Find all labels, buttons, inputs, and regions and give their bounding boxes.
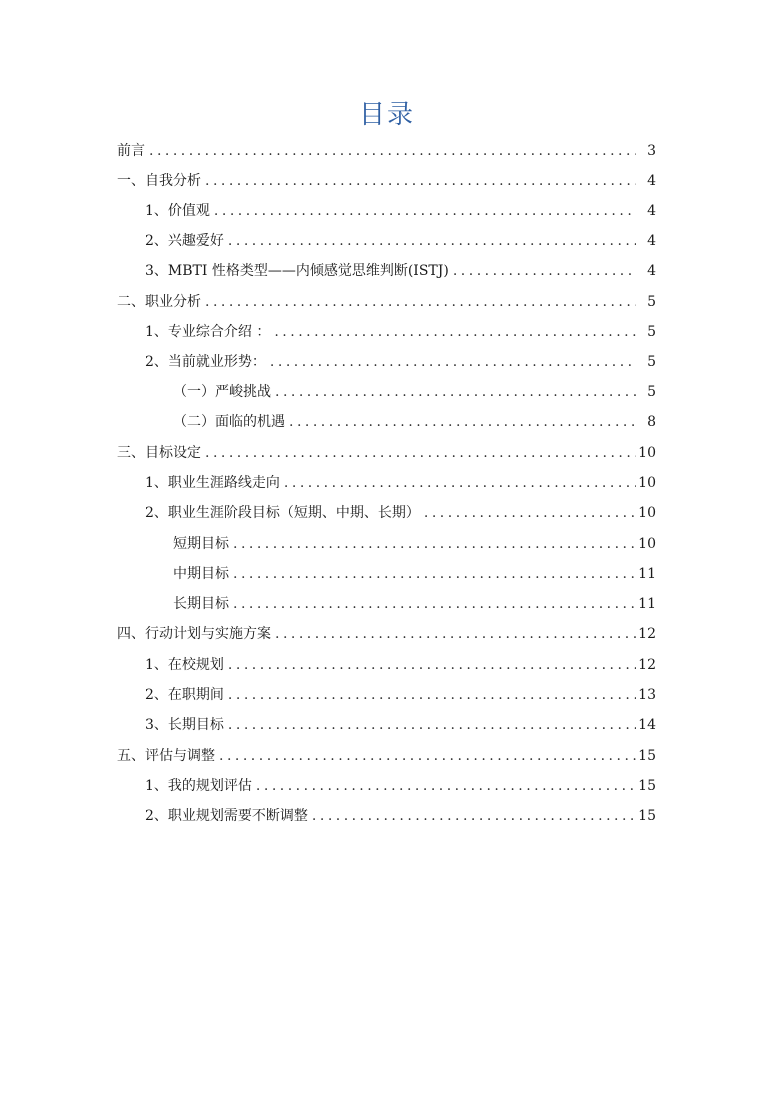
toc-entry-label: 中期目标 <box>173 566 229 582</box>
toc-entry-label: 1、专业综合介绍 ： <box>145 324 271 340</box>
toc-entry-label: 前言 <box>117 143 145 159</box>
toc-leader-dots <box>210 200 636 222</box>
toc-entry[interactable] <box>145 502 656 524</box>
toc-page-number: 15 <box>638 778 656 794</box>
toc-page-number: 11 <box>638 596 656 612</box>
toc-page-number: 12 <box>638 657 656 673</box>
toc-entry-label: （二）面临的机遇 <box>173 414 285 430</box>
toc-page-number: 11 <box>638 566 656 582</box>
toc-entry-label: 1、职业生涯路线走向 <box>145 475 280 491</box>
toc-leader-dots <box>224 684 636 706</box>
toc-entry-label: 长期目标 <box>173 596 229 612</box>
toc-entry[interactable] <box>145 684 656 706</box>
toc-page-number: 4 <box>647 233 656 249</box>
toc-page-number: 5 <box>647 384 656 400</box>
toc-leader-dots <box>215 745 636 767</box>
toc-entry[interactable] <box>173 533 656 555</box>
toc-entry-label: 3、长期目标 <box>145 717 224 733</box>
toc-entry-label: 四、行动计划与实施方案 <box>117 626 271 642</box>
toc-entry[interactable] <box>173 381 656 403</box>
toc-entry[interactable] <box>173 593 656 615</box>
toc-page-number: 3 <box>647 143 656 159</box>
toc-page-number: 15 <box>638 748 656 764</box>
toc-entry-label: 2、当前就业形势： <box>145 354 266 370</box>
toc-entry-label: 1、我的规划评估 <box>145 778 252 794</box>
toc-entry[interactable] <box>145 472 656 494</box>
toc-leader-dots <box>201 291 636 313</box>
toc-leader-dots <box>449 260 636 282</box>
toc-page-number: 10 <box>638 445 656 461</box>
toc-leader-dots <box>420 502 636 524</box>
toc-leader-dots <box>280 472 636 494</box>
toc-leader-dots <box>224 654 636 676</box>
toc-page-number: 4 <box>647 173 656 189</box>
toc-entry[interactable] <box>145 805 656 827</box>
toc-page-number: 5 <box>647 324 656 340</box>
toc-leader-dots <box>270 321 636 343</box>
toc-page-number: 4 <box>647 203 656 219</box>
toc-entry[interactable] <box>145 775 656 797</box>
toc-leader-dots <box>201 442 636 464</box>
toc-leader-dots <box>145 140 636 162</box>
toc-leader-dots <box>229 563 636 585</box>
toc-leader-dots <box>285 411 636 433</box>
toc-entry-label: 2、在职期间 <box>145 687 224 703</box>
toc-leader-dots <box>201 170 636 192</box>
toc-leader-dots <box>252 775 636 797</box>
toc-page-number: 10 <box>638 536 656 552</box>
toc-entry-label: 2、职业规划需要不断调整 <box>145 808 308 824</box>
toc-leader-dots <box>266 351 636 373</box>
toc-leader-dots <box>229 533 636 555</box>
toc-entry[interactable] <box>145 654 656 676</box>
toc-leader-dots <box>224 714 636 736</box>
toc-entry-label: 2、兴趣爱好 <box>145 233 224 249</box>
toc-leader-dots <box>308 805 636 827</box>
toc-title: 目录 <box>358 100 415 130</box>
toc-entry[interactable] <box>117 140 656 162</box>
toc-page-number: 15 <box>638 808 656 824</box>
toc-entry-label: 2、职业生涯阶段目标（短期、中期、长期） <box>145 505 420 521</box>
toc-entry-label: 一、自我分析 <box>117 173 201 189</box>
toc-entry[interactable] <box>173 563 656 585</box>
toc-page-number: 10 <box>638 475 656 491</box>
toc-page-number: 14 <box>638 717 656 733</box>
toc-entry-label: （一）严峻挑战 <box>173 384 271 400</box>
toc-entry[interactable] <box>145 351 656 373</box>
toc-leader-dots <box>229 593 636 615</box>
toc-entry[interactable] <box>145 200 656 222</box>
toc-page-number: 13 <box>638 687 656 703</box>
toc-page-number: 4 <box>647 263 656 279</box>
toc-leader-dots <box>271 623 636 645</box>
toc-page-number: 8 <box>647 414 656 430</box>
toc-page-number: 5 <box>647 294 656 310</box>
toc-leader-dots <box>224 230 636 252</box>
toc-entry[interactable] <box>173 411 656 433</box>
toc-leader-dots <box>271 381 636 403</box>
toc-entry[interactable] <box>117 623 656 645</box>
toc-entry-label: 三、目标设定 <box>117 445 201 461</box>
toc-entry[interactable] <box>145 260 656 282</box>
toc-page-number: 12 <box>638 626 656 642</box>
toc-entry-label: 3、MBTI 性格类型——内倾感觉思维判断(ISTJ) <box>145 263 449 279</box>
toc-entry[interactable] <box>117 291 656 313</box>
toc-entry[interactable] <box>145 230 656 252</box>
toc-entry[interactable] <box>145 714 656 736</box>
toc-entry[interactable] <box>145 321 656 343</box>
toc-entry-label: 1、价值观 <box>145 203 210 219</box>
toc-entry[interactable] <box>117 745 656 767</box>
toc-entry[interactable] <box>117 442 656 464</box>
toc-page-number: 10 <box>638 505 656 521</box>
toc-entry-label: 二、职业分析 <box>117 294 201 310</box>
toc-entry-label: 五、评估与调整 <box>117 748 215 764</box>
toc-entry[interactable] <box>117 170 656 192</box>
toc-entry-label: 1、在校规划 <box>145 657 224 673</box>
toc-entry-label: 短期目标 <box>173 536 229 552</box>
toc-page-number: 5 <box>647 354 656 370</box>
